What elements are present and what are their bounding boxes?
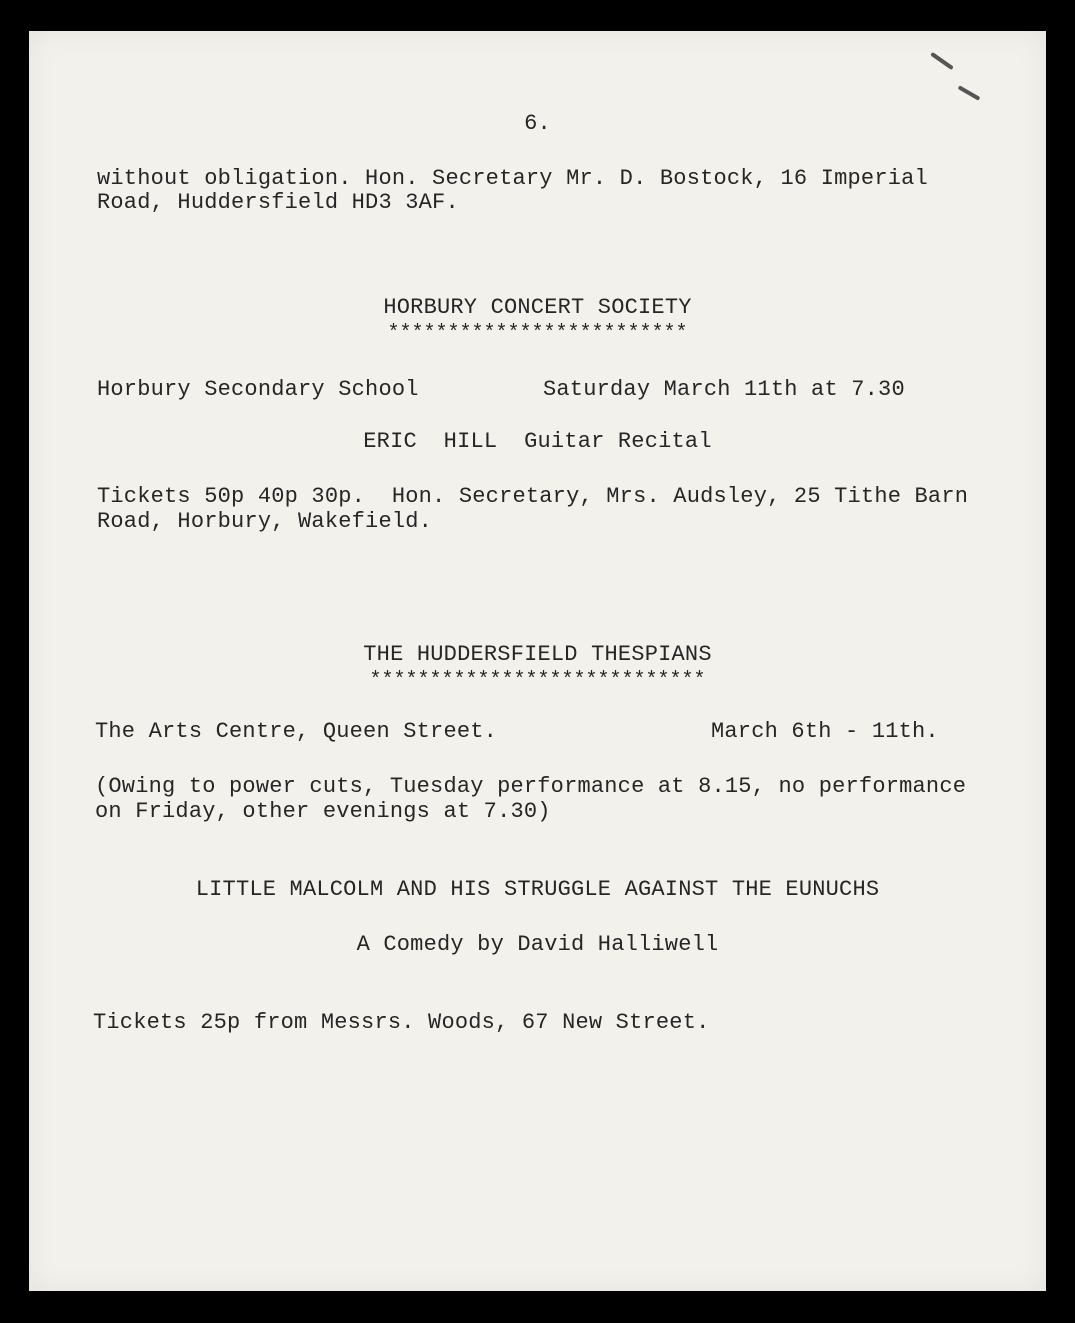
intro-line-2: Road, Huddersfield HD3 3AF. xyxy=(97,190,459,215)
intro-line-1: without obligation. Hon. Secretary Mr. D. Bostock, 16 Imperial xyxy=(97,166,928,191)
horbury-tickets-line-2: Road, Horbury, Wakefield. xyxy=(97,509,433,534)
horbury-title: HORBURY CONCERT SOCIETY xyxy=(383,295,692,320)
thespians-play-title: LITTLE MALCOLM AND HIS STRUGGLE AGAINST THE EUNUCHS xyxy=(195,877,880,902)
page-number: 6. xyxy=(524,111,551,136)
thespians-stars: **************************** xyxy=(369,669,706,692)
thespians-play-subtitle: A Comedy by David Halliwell xyxy=(356,932,719,957)
thespians-date: March 6th - 11th. xyxy=(711,719,939,744)
thespians-note-line-2: on Friday, other evenings at 7.30) xyxy=(95,799,551,824)
horbury-stars: ************************* xyxy=(387,322,688,345)
thespians-venue: The Arts Centre, Queen Street. xyxy=(95,719,498,744)
horbury-performer: ERIC HILL Guitar Recital xyxy=(363,429,712,454)
thespians-tickets: Tickets 25p from Messrs. Woods, 67 New Street. xyxy=(93,1010,710,1035)
horbury-date: Saturday March 11th at 7.30 xyxy=(543,377,905,402)
staple-mark xyxy=(930,52,954,70)
thespians-title: THE HUDDERSFIELD THESPIANS xyxy=(363,642,712,667)
document-page xyxy=(29,31,1046,1291)
thespians-note-line-1: (Owing to power cuts, Tuesday performance at 8.15, no performance xyxy=(95,774,967,799)
horbury-tickets-line-1: Tickets 50p 40p 30p. Hon. Secretary, Mrs. Audsley, 25 Tithe Barn xyxy=(97,484,969,509)
horbury-venue: Horbury Secondary School xyxy=(97,377,419,402)
staple-mark xyxy=(958,85,981,100)
